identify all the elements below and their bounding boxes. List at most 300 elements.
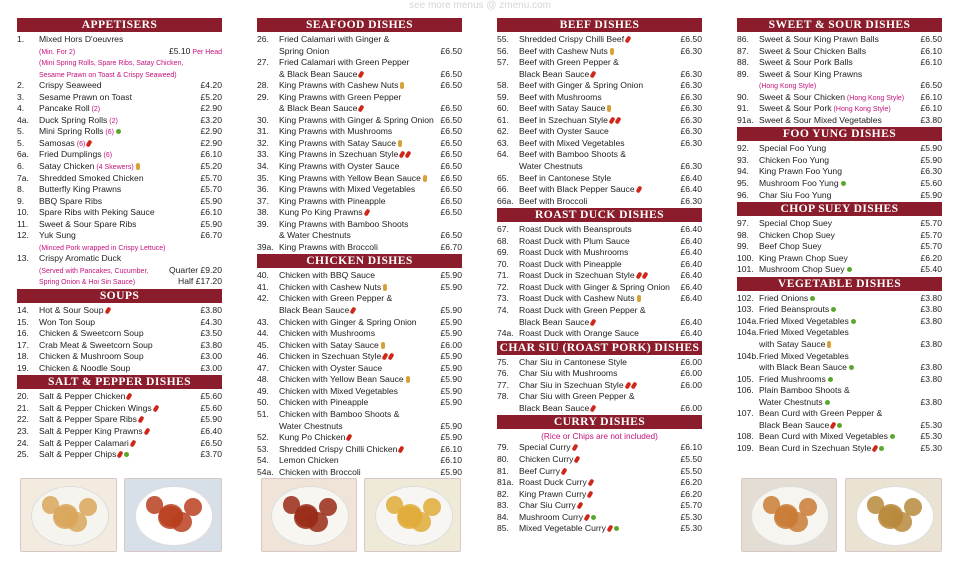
item-name-text: King Prawns with Green Pepper	[279, 91, 402, 102]
item-price	[920, 218, 942, 230]
item-number: 6a.	[17, 149, 29, 160]
item-price	[440, 230, 462, 242]
menu-item	[257, 138, 462, 150]
item-price	[680, 259, 702, 271]
item-price	[440, 282, 462, 294]
item-name	[759, 253, 848, 265]
section-header: ROAST DUCK DISHES	[497, 208, 702, 222]
item-number: 101.	[737, 264, 754, 275]
item-name-text: Water Chestnuts	[279, 420, 343, 431]
menu-item	[737, 327, 942, 339]
item-price-value: £3.80	[920, 292, 942, 303]
item-price-value: £6.50	[200, 437, 222, 448]
item-number: 80.	[497, 453, 509, 464]
menu-item	[497, 115, 702, 127]
item-price	[440, 363, 462, 375]
item-price-value: £3.80	[920, 315, 942, 326]
item-price-value: £6.50	[440, 45, 462, 56]
item-name	[759, 293, 815, 305]
item-name	[519, 161, 583, 173]
item-price-value: £6.10	[920, 91, 942, 102]
item-number: 8.	[17, 184, 25, 195]
item-name-text: Chicken Curry	[519, 453, 574, 464]
item-price-value: £5.90	[920, 189, 942, 200]
vegetarian-icon	[890, 434, 895, 439]
item-number: 31.	[257, 126, 269, 137]
item-price-value: £6.10	[200, 149, 222, 160]
item-name-text: Roast Duck with Cashew Nuts	[519, 293, 635, 304]
item-number: 43.	[257, 316, 269, 327]
item-name-text: & Water Chestnuts	[279, 230, 351, 241]
menu-item	[737, 166, 942, 178]
item-number: 74.	[497, 305, 509, 316]
menu-item	[17, 253, 222, 265]
item-number: 82.	[497, 488, 509, 499]
item-name	[279, 305, 355, 317]
item-number: 54a.	[257, 466, 274, 477]
item-name-text: Black Bean Sauce	[519, 316, 590, 327]
item-price-value: £5.20	[200, 91, 222, 102]
menu-item	[497, 46, 702, 58]
item-name-text: Sweet & Sour King Prawns	[759, 68, 863, 79]
item-price-value: £3.50	[200, 328, 222, 339]
item-name-text: Beef with Black Pepper Sauce	[519, 184, 635, 195]
item-number: 25.	[17, 449, 29, 460]
menu-item	[497, 173, 702, 185]
item-price	[200, 438, 222, 450]
item-name-text: King Prawns with Satay Sauce	[279, 137, 397, 148]
menu-item	[737, 115, 942, 127]
item-modifier: (2)	[89, 106, 101, 114]
item-price	[440, 270, 462, 282]
item-number: 90.	[737, 91, 749, 102]
item-name	[39, 391, 131, 403]
chili-icon	[576, 502, 583, 510]
vegetarian-icon	[825, 400, 830, 405]
menu-item	[737, 34, 942, 46]
item-price	[178, 276, 222, 288]
item-price-value: £6.30	[680, 195, 702, 206]
item-price-value: £6.50	[440, 137, 462, 148]
item-name	[519, 380, 636, 392]
item-price-value: £3.80	[920, 373, 942, 384]
item-name	[39, 253, 121, 265]
item-name	[279, 317, 417, 329]
item-name-text: Beef with Cashew Nuts	[519, 45, 608, 56]
menu-item	[497, 126, 702, 138]
vegetarian-icon	[841, 181, 846, 186]
chili-icon	[152, 404, 159, 412]
item-name-text: King Prawns in Szechuan Style	[279, 149, 399, 160]
item-price	[920, 103, 942, 115]
item-name-text: Special Chop Suey	[759, 218, 833, 229]
item-name	[759, 230, 835, 242]
item-price	[440, 69, 462, 81]
item-name-text: & Black Bean Sauce	[279, 103, 358, 114]
item-name	[279, 230, 351, 242]
item-name-text: Beef with Bamboo Shoots &	[519, 149, 627, 160]
nut-icon	[607, 105, 611, 112]
item-name	[39, 328, 144, 340]
item-price-value: £5.90	[440, 385, 462, 396]
menu-item	[257, 467, 462, 479]
item-number: 13.	[17, 253, 29, 264]
menu-item	[17, 69, 222, 81]
item-name	[39, 207, 155, 219]
menu-column-3	[497, 17, 702, 535]
item-price-value: £6.50	[440, 230, 462, 241]
item-name	[519, 34, 630, 46]
section-header: SEAFOOD DISHES	[257, 18, 462, 32]
item-name-text: Fried Calamari with Green Pepper	[279, 57, 410, 68]
item-price	[440, 184, 462, 196]
item-price	[920, 155, 942, 167]
item-price	[680, 512, 702, 524]
item-name	[279, 103, 363, 115]
menu-item	[257, 242, 462, 254]
item-price	[200, 207, 222, 219]
chili-icon	[346, 434, 353, 442]
item-price-value: £5.90	[920, 143, 942, 154]
item-number: 66a.	[497, 195, 514, 206]
item-price-value: £4.20	[200, 80, 222, 91]
item-number: 85.	[497, 523, 509, 534]
menu-item	[737, 397, 942, 409]
item-name	[279, 207, 369, 219]
item-name-text: Won Ton Soup	[39, 316, 96, 327]
item-number: 61.	[497, 114, 509, 125]
item-name	[279, 173, 427, 185]
menu-item	[497, 236, 702, 248]
menu-item	[257, 92, 462, 104]
item-number: 49.	[257, 385, 269, 396]
menu-item	[257, 328, 462, 340]
menu-item	[497, 442, 702, 454]
item-name	[759, 374, 833, 386]
menu-item	[497, 69, 702, 81]
item-name-text: Chicken with Green Pepper &	[279, 293, 393, 304]
item-name-text: Spring Onion	[279, 45, 330, 56]
menu-item	[17, 149, 222, 161]
item-name	[279, 69, 363, 81]
nut-icon	[827, 341, 831, 348]
item-price	[920, 34, 942, 46]
item-name-text: Yuk Sung	[39, 230, 76, 241]
item-name-text: King Prawns with Cashew Nuts	[279, 80, 399, 91]
menu-item	[17, 317, 222, 329]
item-price-value: £5.70	[920, 241, 942, 252]
item-name	[279, 126, 392, 138]
chili-icon	[587, 490, 594, 498]
chili-icon	[614, 116, 621, 124]
item-name-text: Roast Duck with Green Pepper &	[519, 305, 646, 316]
item-name	[279, 219, 408, 231]
item-name-text: Pancake Roll	[39, 103, 90, 114]
item-number: 35.	[257, 172, 269, 183]
item-price	[680, 523, 702, 535]
item-price-value: £6.00	[680, 379, 702, 390]
item-name-text: Chicken with Cashew Nuts	[279, 281, 382, 292]
lemon-chicken-photo-icon	[364, 478, 461, 552]
vegetarian-icon	[851, 319, 856, 324]
item-name	[759, 304, 836, 316]
item-price-value: £6.40	[680, 328, 702, 339]
item-price	[920, 230, 942, 242]
chili-icon	[358, 105, 365, 113]
item-price	[680, 236, 702, 248]
item-price	[680, 173, 702, 185]
item-number: 62.	[497, 126, 509, 137]
item-price	[169, 265, 222, 277]
item-price	[920, 253, 942, 265]
item-name	[279, 444, 403, 456]
item-price-value: £5.50	[680, 453, 702, 464]
item-name	[759, 327, 849, 339]
item-price	[680, 368, 702, 380]
section-header: FOO YUNG DISHES	[737, 127, 942, 141]
item-price-value: £6.30	[680, 45, 702, 56]
item-number: 94.	[737, 166, 749, 177]
item-name	[519, 403, 595, 415]
item-price	[200, 92, 222, 104]
item-name-text: Roast Duck with Mushrooms	[519, 247, 629, 258]
item-name	[39, 173, 144, 185]
item-price	[440, 432, 462, 444]
item-name-text: Roast Duck Curry	[519, 477, 587, 488]
menu-item	[737, 362, 942, 374]
chili-icon	[350, 307, 357, 315]
item-number: 81a.	[497, 477, 514, 488]
menu-item	[257, 409, 462, 421]
item-price-value: £2.90	[200, 103, 222, 114]
item-price	[680, 380, 702, 392]
menu-item	[17, 161, 222, 173]
item-name	[759, 385, 850, 397]
item-number: 5.	[17, 126, 25, 137]
item-name	[759, 264, 852, 276]
item-name-text: (Hong Kong Style)	[759, 83, 817, 91]
item-number: 74a.	[497, 328, 514, 339]
item-price-value: £5.30	[680, 511, 702, 522]
menu-item	[737, 230, 942, 242]
menu-item	[17, 276, 222, 288]
item-name	[519, 57, 619, 69]
item-price	[680, 126, 702, 138]
item-name-text: (Minced Pork wrapped in Crispy Lettuce)	[39, 244, 166, 252]
item-number: 66.	[497, 184, 509, 195]
item-price	[440, 196, 462, 208]
item-price	[200, 103, 222, 115]
chili-icon	[86, 139, 93, 147]
item-name-text: Sweet & Sour Chicken Balls	[759, 45, 866, 56]
item-name-text: Spring Onion & Hoi Sin Sauce)	[39, 279, 136, 287]
item-name-text: Chicken Chop Suey	[759, 229, 835, 240]
item-number: 68.	[497, 235, 509, 246]
chili-icon	[104, 307, 111, 315]
item-name-text: Crab Meat & Sweetcorn Soup	[39, 339, 153, 350]
chili-icon	[625, 35, 632, 43]
item-price	[920, 178, 942, 190]
section-header: SWEET & SOUR DISHES	[737, 18, 942, 32]
item-name	[519, 259, 622, 271]
item-number: 17.	[17, 339, 29, 350]
menu-item	[257, 80, 462, 92]
item-name	[279, 409, 399, 421]
item-name	[519, 442, 577, 454]
chili-icon	[143, 427, 150, 435]
menu-item	[497, 454, 702, 466]
item-name	[759, 362, 854, 374]
item-name-text: Plain Bamboo Shoots &	[759, 385, 850, 396]
section-header: VEGETABLE DISHES	[737, 277, 942, 291]
item-number: 47.	[257, 362, 269, 373]
item-name	[279, 196, 386, 208]
item-price-value: £3.80	[200, 339, 222, 350]
menu-item	[497, 92, 702, 104]
menu-item	[737, 374, 942, 386]
menu-column-1	[17, 17, 222, 461]
item-name	[279, 386, 398, 398]
chili-icon	[126, 393, 133, 401]
menu-item	[17, 103, 222, 115]
item-number: 19.	[17, 362, 29, 373]
item-price-value: £3.70	[200, 449, 222, 460]
menu-item	[17, 403, 222, 415]
menu-item	[17, 184, 222, 196]
nut-icon	[637, 295, 641, 302]
item-number: 54.	[257, 455, 269, 466]
menu-item	[257, 340, 462, 352]
item-name	[519, 357, 627, 369]
item-name-text: Chicken with Mushrooms	[279, 328, 375, 339]
item-number: 104b.	[737, 350, 759, 361]
item-name-text: Beef with Broccoli	[519, 195, 588, 206]
item-number: 2.	[17, 80, 25, 91]
item-number: 78.	[497, 391, 509, 402]
item-price	[680, 34, 702, 46]
item-name	[279, 351, 393, 363]
item-price	[680, 103, 702, 115]
item-name-text: Salt & Pepper Chicken	[39, 391, 126, 402]
item-price	[440, 467, 462, 479]
item-name-text: Mini Spring Rolls	[39, 126, 104, 137]
item-price	[440, 103, 462, 115]
item-price	[920, 304, 942, 316]
item-name	[519, 184, 641, 196]
item-name	[279, 293, 392, 305]
item-price	[680, 69, 702, 81]
item-price-value: £6.30	[680, 103, 702, 114]
item-price-value: £3.00	[200, 362, 222, 373]
item-number: 91a.	[737, 114, 754, 125]
item-name	[519, 368, 617, 380]
menu-item	[257, 34, 462, 46]
menu-item	[497, 466, 702, 478]
item-price-value: Half £17.20	[178, 276, 222, 287]
menu-item	[737, 57, 942, 69]
item-name	[759, 431, 895, 443]
item-number: 14.	[17, 305, 29, 316]
item-number: 34.	[257, 161, 269, 172]
item-number: 97.	[737, 218, 749, 229]
item-price-value: £6.40	[680, 293, 702, 304]
menu-item	[17, 57, 222, 69]
nut-icon	[406, 376, 410, 383]
chili-icon	[590, 404, 597, 412]
nut-icon	[136, 163, 140, 170]
item-price	[440, 397, 462, 409]
menu-item	[497, 138, 702, 150]
item-number: 77.	[497, 379, 509, 390]
menu-item	[737, 190, 942, 202]
item-price	[440, 161, 462, 173]
item-price	[680, 115, 702, 127]
item-name	[39, 184, 121, 196]
item-name-text: Shredded Crispy Chilli Chicken	[279, 443, 398, 454]
stir-fry-photo-icon	[845, 478, 942, 552]
item-name	[279, 340, 385, 352]
item-name-text: Beef with Ginger & Spring Onion	[519, 80, 644, 91]
item-price-value: £6.50	[440, 184, 462, 195]
item-name-text: Char Siu Curry	[519, 500, 576, 511]
item-price-value: £5.90	[440, 397, 462, 408]
item-price	[200, 351, 222, 363]
item-name	[279, 161, 399, 173]
item-price-value: £5.90	[440, 432, 462, 443]
item-name-text: Beef with Satay Sauce	[519, 103, 606, 114]
item-price-value: £5.30	[680, 523, 702, 534]
item-name-text: Lemon Chicken	[279, 455, 339, 466]
item-price-value: £6.40	[200, 425, 222, 436]
item-number: 63.	[497, 137, 509, 148]
item-name-text: Chicken with Pineapple	[279, 397, 369, 408]
item-name	[759, 316, 856, 328]
item-name	[519, 92, 602, 104]
menu-item	[257, 115, 462, 127]
item-price	[200, 230, 222, 242]
item-price-value: £5.60	[200, 391, 222, 402]
chili-icon	[398, 445, 405, 453]
item-price	[920, 374, 942, 386]
item-price	[200, 219, 222, 231]
item-price-value: £6.20	[680, 488, 702, 499]
section-header: BEEF DISHES	[497, 18, 702, 32]
item-number: 105.	[737, 373, 754, 384]
menu-item	[257, 317, 462, 329]
item-name-text: Roast Duck with Beansprouts	[519, 224, 632, 235]
item-number: 30.	[257, 114, 269, 125]
item-name	[279, 397, 368, 409]
item-price	[440, 328, 462, 340]
item-price	[440, 46, 462, 58]
item-number: 33.	[257, 149, 269, 160]
vegetarian-icon	[810, 296, 815, 301]
item-price-value: £5.90	[440, 466, 462, 477]
menu-item	[17, 92, 222, 104]
item-price-value: £3.80	[920, 396, 942, 407]
item-name-text: Sweet & Sour Chicken	[759, 91, 845, 102]
menu-item	[497, 149, 702, 161]
item-name-text: Crispy Seaweed	[39, 80, 102, 91]
menu-item	[737, 92, 942, 104]
item-price	[200, 138, 222, 150]
item-name	[759, 190, 831, 202]
item-number: 109.	[737, 442, 754, 453]
item-name	[39, 351, 144, 363]
item-name	[39, 34, 123, 46]
item-number: 98.	[737, 229, 749, 240]
item-name-text: Crispy Aromatic Duck	[39, 253, 122, 264]
